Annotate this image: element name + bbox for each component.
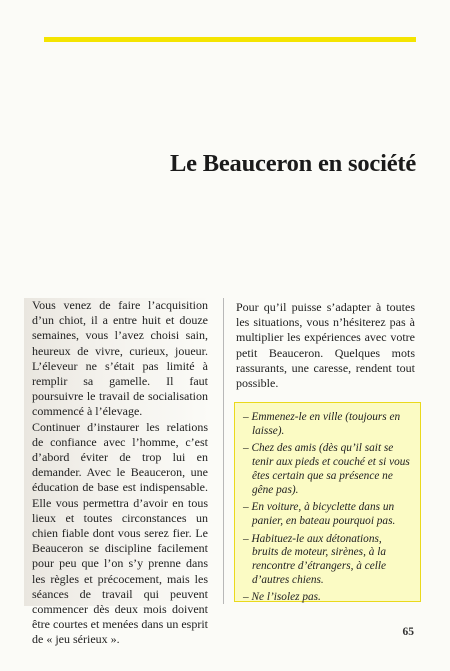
tip-item: – Chez des amis (dès qu’il sait se tenir aux pieds et couché et si vous êtes certain que sa présence ne gêne pas). — [243, 442, 410, 497]
tips-list — [243, 411, 410, 605]
tip-item: – Habituez-le aux détonations, bruits de moteur, sirènes, à la rencontre d’étrangers, à celle d’autres chiens. — [243, 533, 410, 588]
column-divider — [223, 298, 224, 604]
chapter-title: Le Beauceron en société — [169, 150, 416, 177]
paragraph-education: Continuer d’instaurer les relations de confiance avec l’homme, c’est d’abord éviter de trop lui en demander. Avec le Beauceron, une éducation de base est indispensable. Elle vous permettra d’avoir en tous lieux et toutes circonstances un chien fiable dont vous serez fier. Le Beauceron se discipline facilement pour peu que l’on s’y prenne dans les règles et précocement, mais les séances de travail qui peuvent commencer dès deux mois doivent être courtes et menées dans un esprit de « jeu sérieux ». — [32, 419, 208, 647]
tips-box — [234, 402, 421, 602]
paragraph-adaptation: Pour qu’il puisse s’adapter à toutes les situations, vous n’hésiterez pas à multiplier les expériences avec votre petit Beauceron. Quelques mots rassurants, une caresse, rendent tout possible. — [236, 300, 415, 391]
top-yellow-rule — [44, 37, 416, 42]
paragraph-intro: Vous venez de faire l’acquisition d’un chiot, il a entre huit et douze semaines, vous l’avez choisi sain, heureux de vivre, curieux, joueur. L’éleveur ne s’était pas limité à remplir sa gamelle. Il faut poursuivre le travail de socialisation commencé à l’élevage. — [32, 298, 208, 419]
tip-item: – Ne l’isolez pas. — [243, 591, 410, 605]
left-column — [24, 298, 210, 647]
tip-item: – En voiture, à bicyclette dans un panier, en bateau pourquoi pas. — [243, 501, 410, 528]
tip-item: – Emmenez-le en ville (toujours en laisse). — [243, 411, 410, 438]
page-number: 65 — [402, 626, 414, 638]
right-column — [236, 300, 415, 391]
